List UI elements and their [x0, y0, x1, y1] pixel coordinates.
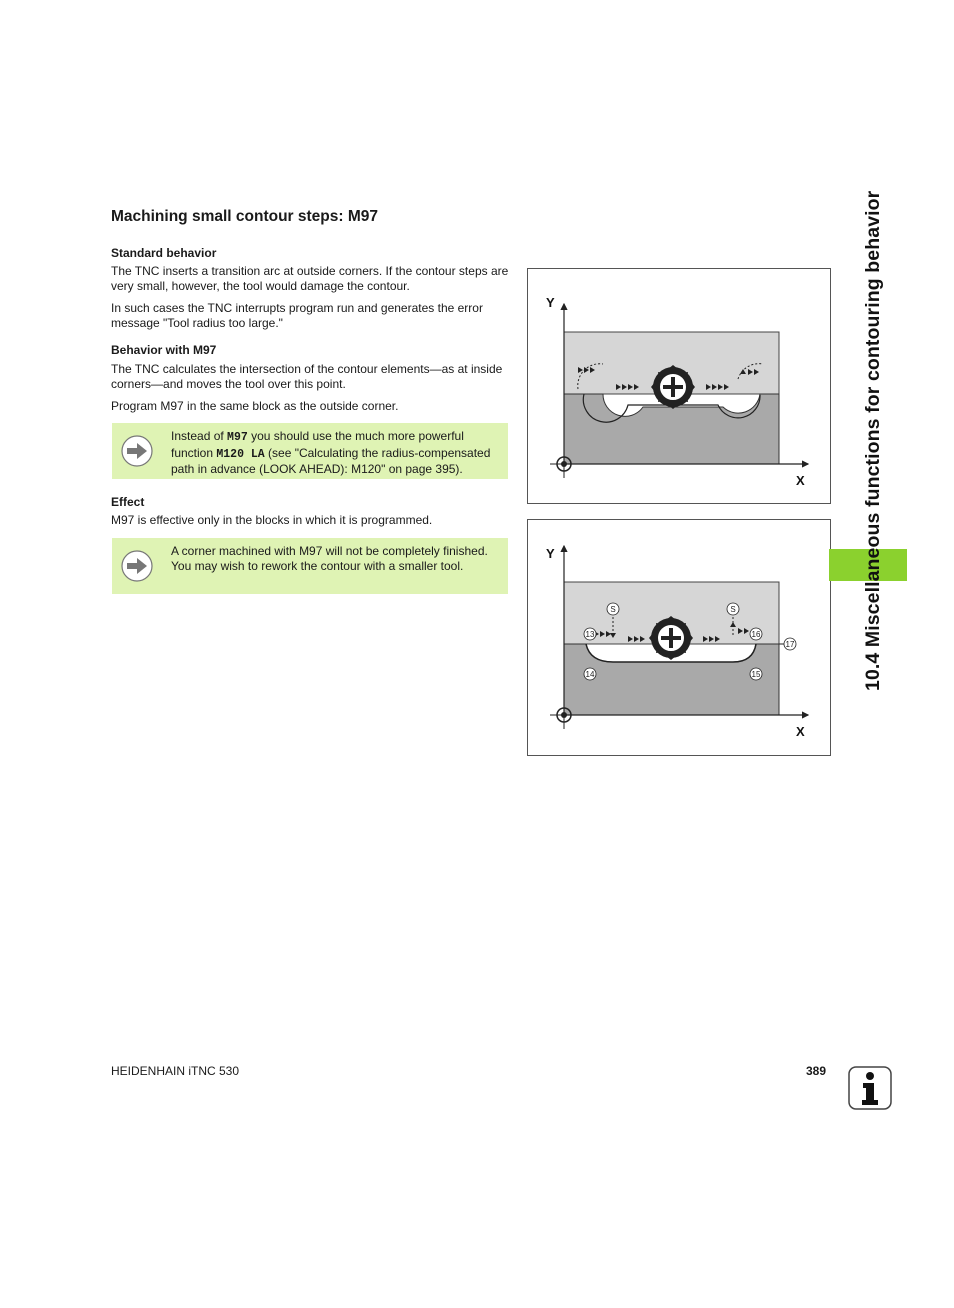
x-axis-label: X: [796, 473, 805, 488]
arrow-right-icon: [121, 435, 153, 467]
label-16: 16: [751, 630, 761, 639]
label-14: 14: [585, 670, 595, 679]
y-axis-label: Y: [546, 546, 555, 561]
figure-m97-block-numbers: [527, 519, 831, 756]
standard-paragraph-1: The TNC inserts a transition arc at outside corners. If the contour steps are very small, however, the tool would damage the contour.: [111, 264, 509, 293]
note-1-text: Instead of M97 you should use the much more powerful function M120 LA (see "Calculating the radius-compensated path in advance (LOOK AHEAD): M120" on page 395).: [171, 429, 491, 476]
x-axis-label: X: [796, 724, 805, 739]
m97-behavior-heading: Behavior with M97: [111, 343, 217, 357]
arrow-right-icon: [121, 550, 153, 582]
side-chapter-title: 10.4 Miscellaneous functions for contouring behavior: [862, 190, 884, 691]
m97-paragraph-1: The TNC calculates the intersection of the contour elements—as at inside corners—and moves the tool over this point.: [111, 362, 503, 391]
info-icon: [848, 1066, 892, 1110]
label-17: 17: [785, 640, 795, 649]
effect-paragraph: M97 is effective only in the blocks in which it is programmed.: [111, 513, 433, 527]
label-15: 15: [751, 670, 761, 679]
effect-heading: Effect: [111, 495, 145, 509]
note-box-1: [112, 423, 508, 479]
standard-paragraph-2: In such cases the TNC interrupts program run and generates the error message "Tool radius too large.": [111, 301, 483, 330]
footer-product: HEIDENHAIN iTNC 530: [111, 1064, 240, 1078]
section-title: Machining small contour steps: M97: [111, 208, 378, 225]
y-axis-label: Y: [546, 295, 555, 310]
page-number: 389: [806, 1064, 827, 1078]
figure-m97-outside-corner: [527, 268, 831, 504]
m97-paragraph-2: Program M97 in the same block as the outside corner.: [111, 399, 399, 413]
standard-behavior-heading: Standard behavior: [111, 246, 217, 260]
note-box-2: [112, 538, 508, 594]
label-s-left: S: [610, 605, 616, 614]
note-2-text: A corner machined with M97 will not be completely finished. You may wish to rework the contour with a smaller tool.: [171, 544, 488, 573]
label-13: 13: [585, 630, 595, 639]
label-s-right: S: [730, 605, 736, 614]
